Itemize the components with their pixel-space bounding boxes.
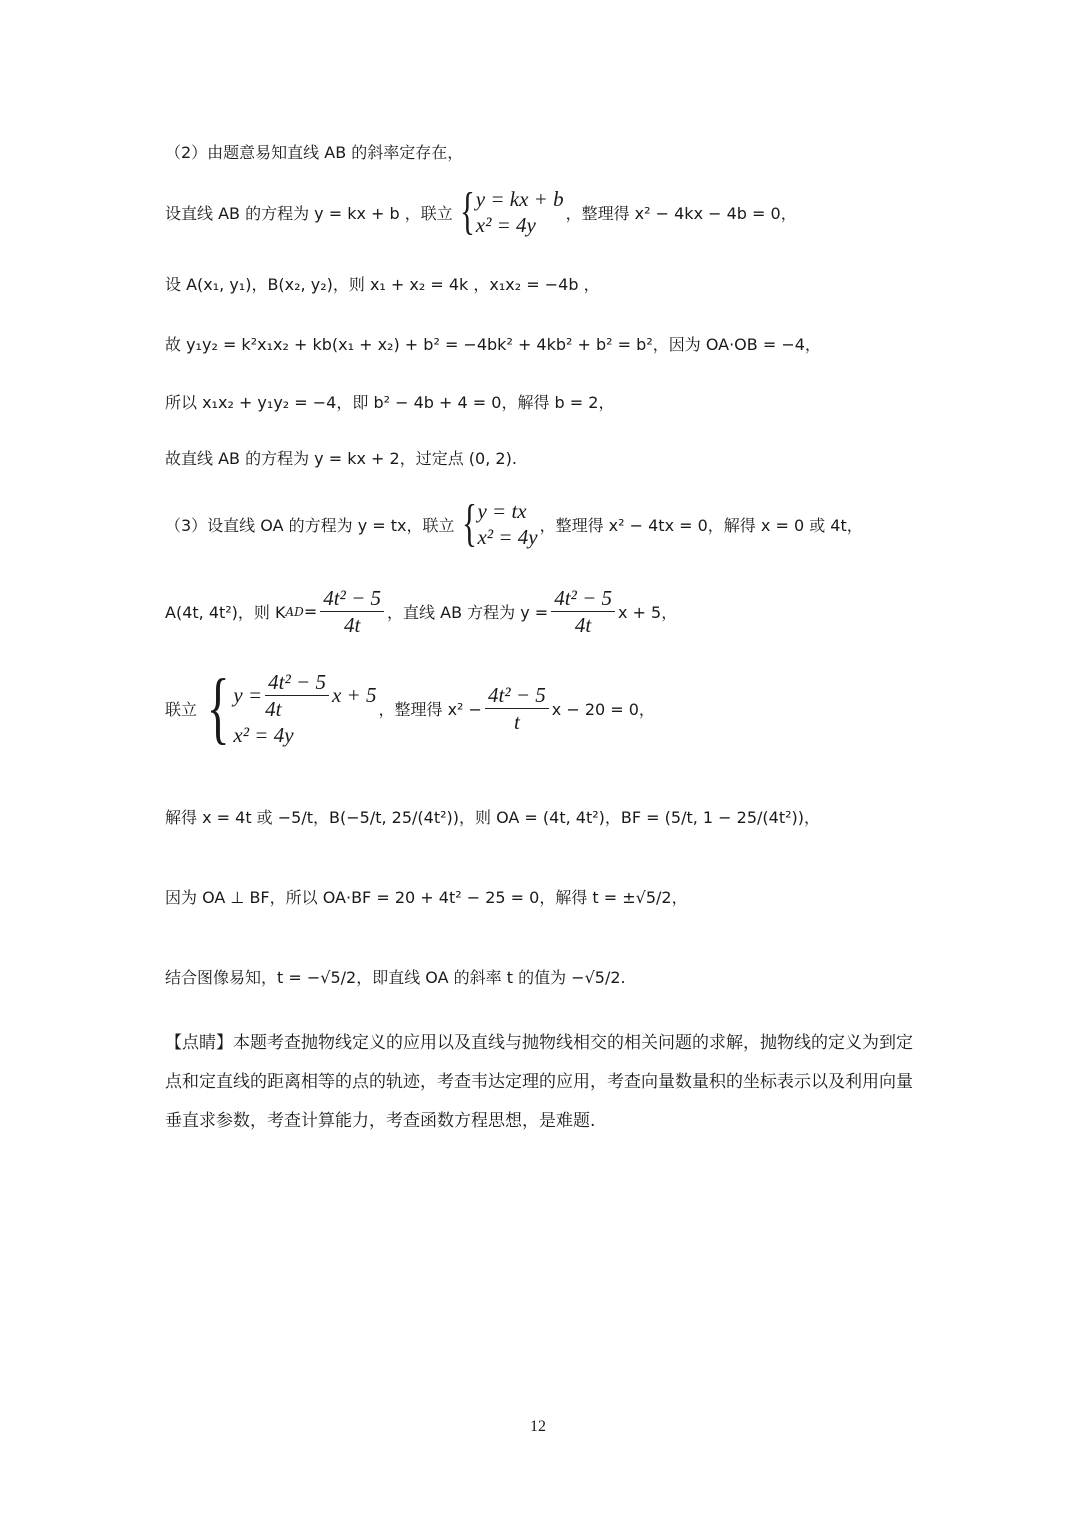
part2-line4: 故 y₁y₂ = k²x₁x₂ + kb(x₁ + x₂) + b² = −4bk² + 4kb² + b² = b²，因为 OA·OB = −4， bbox=[165, 335, 821, 354]
equation-system: { y = kx + b x² = 4y bbox=[459, 183, 564, 240]
equation-system: { y = tx x² = 4y bbox=[461, 495, 538, 552]
part3-line3: 联立 { y = $\frac{\text{4t² − 5}}{4t}$ x + 5 x² = 4y ，整理得 x² − $\frac{\text{4t² − 5}}{t}$ x − 20 = 0， bbox=[165, 664, 655, 752]
part2-line1: （2）由题意易知直线 AB 的斜率定存在， bbox=[165, 143, 464, 162]
fraction: $\frac{\text{4t² − 5}}{4t}$ bbox=[265, 669, 329, 722]
note-paragraph: 【点睛】本题考查抛物线定义的应用以及直线与抛物线相交的相关问题的求解，抛物线的定义为到定点和定直线的距离相等的点的轨迹，考查韦达定理的应用，考查向量数量积的坐标表示以及利用向量垂直求参数，考查计算能力，考查函数方程思想，是难题. bbox=[165, 1033, 913, 1131]
fraction: $\frac{\text{4t² − 5}}{4t}$ bbox=[320, 585, 384, 638]
brace-icon: { bbox=[459, 183, 475, 240]
part3-line6: 结合图像易知，t = −√5/2，即直线 OA 的斜率 t 的值为 −√5/2. bbox=[165, 968, 626, 987]
part2-line6: 故直线 AB 的方程为 y = kx + 2，过定点 (0, 2). bbox=[165, 449, 517, 468]
fraction: $\frac{\text{4t² − 5}}{t}$ bbox=[485, 682, 549, 735]
part3-line1: （3）设直线 OA 的方程为 y = tx，联立 { y = tx x² = 4y ，整理得 x² − 4tx = 0，解得 x = 0 或 4t， bbox=[165, 495, 863, 552]
part3-line4: 解得 x = 4t 或 −5/t，B(−5/t, 25/(4t²))，则 OA = (4t, 4t²)，BF = (5/t, 1 − 25/(4t²))， bbox=[165, 808, 821, 827]
part3-line5: 因为 OA ⊥ BF，所以 OA·BF = 20 + 4t² − 25 = 0，解得 t = ±√5/2， bbox=[165, 888, 688, 907]
brace-icon: { bbox=[206, 664, 230, 752]
brace-icon: { bbox=[461, 495, 477, 552]
part2-line2: 设直线 AB 的方程为 y = kx + b ，联立 { y = kx + b x² = 4y ，整理得 x² − 4kx − 4b = 0， bbox=[165, 183, 797, 240]
equation-system: { y = $\frac{\text{4t² − 5}}{4t}$ x + 5 x² = 4y bbox=[206, 664, 377, 752]
part2-line5: 所以 x₁x₂ + y₁y₂ = −4，即 b² − 4b + 4 = 0，解得 b = 2， bbox=[165, 393, 615, 412]
part3-line2: A(4t, 4t²)，则 K AD = $\frac{\text{4t² − 5}}{4t}$ ，直线 AB 方程为 y = $\frac{\text{4t² − 5}}{4t}$ x + 5， bbox=[165, 586, 678, 637]
page-number: 12 bbox=[530, 1418, 546, 1435]
part2-line3: 设 A(x₁, y₁)，B(x₂, y₂)，则 x₁ + x₂ = 4k ，x₁x₂ = −4b ， bbox=[165, 275, 600, 294]
fraction: $\frac{\text{4t² − 5}}{4t}$ bbox=[551, 585, 615, 638]
